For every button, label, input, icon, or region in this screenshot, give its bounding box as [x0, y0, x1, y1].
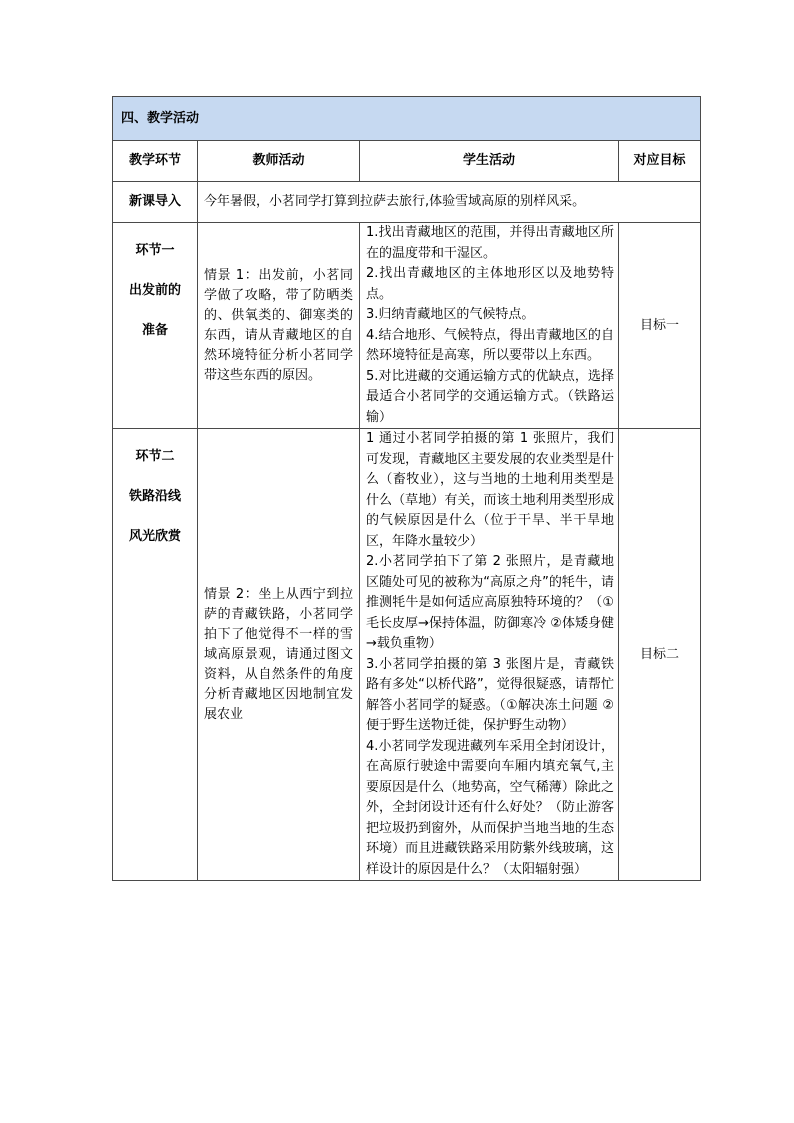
header-goal: 对应目标: [619, 141, 701, 182]
intro-label: 新课导入: [113, 182, 198, 223]
stage-line: 风光欣赏: [128, 529, 181, 544]
teacher-activity: 情景 1：出发前，小茗同学做了攻略，带了防晒类的、供氧类的、御寒类的东西，请从青藏地区的自然环境特征分析小茗同学带这些东西的原因。: [198, 223, 360, 429]
stage-line: 环节一: [135, 243, 175, 258]
student-item: 1 通过小茗同学拍摄的第 1 张照片，我们可发现，青藏地区主要发展的农业类型是什么（畜牧业），这与当地的土地利用类型是什么（草地）有关，而该土地利用类型形成的气候原因是什么（位于干旱、半干旱地区，年降水量较少）: [366, 431, 614, 549]
stage-cell: [113, 429, 198, 881]
intro-text: 今年暑假，小茗同学打算到拉萨去旅行,体验雪域高原的别样风采。: [198, 182, 701, 223]
stage-cell: [113, 223, 198, 429]
student-item: 4.小茗同学发现进藏列车采用全封闭设计，在高原行驶途中需要向车厢内填充氧气,主要原因是什么（地势高，空气稀薄）除此之外，全封闭设计还有什么好处？（防止游客把垃圾扔到窗外，从而保护当地当地的生态环境）而且进藏铁路采用防紫外线玻璃，这样设计的原因是什么？（太阳辐射强）: [366, 738, 614, 877]
student-activity: [360, 223, 619, 429]
student-item: 3.小茗同学拍摄的第 3 张图片是，青藏铁路有多处“以桥代路”，觉得很疑惑，请帮忙解答小茗同学的疑惑。（①解决冻土问题 ②便于野生送物迁徙，保护野生动物）: [366, 656, 614, 733]
teaching-activity-table: [112, 96, 701, 881]
stage-line: 铁路沿线: [128, 489, 181, 504]
student-item: 2.找出青藏地区的主体地形区以及地势特点。: [366, 266, 614, 302]
student-item: 2.小茗同学拍下了第 2 张照片，是青藏地区随处可见的被称为“高原之舟”的牦牛，请推测牦牛是如何适应高原独特环境的？（①毛长皮厚→保持体温，防御寒冷 ②体矮身健→载负重物）: [366, 554, 614, 651]
table-row: [113, 223, 701, 429]
table-row: [113, 429, 701, 881]
header-stage: 教学环节: [113, 141, 198, 182]
goal-cell: 目标二: [619, 429, 701, 881]
student-activity: [360, 429, 619, 881]
student-item: 3.归纳青藏地区的气候特点。: [366, 307, 535, 322]
intro-row: [113, 182, 701, 223]
section-title: 四、教学活动: [113, 97, 701, 141]
goal-cell: 目标一: [619, 223, 701, 429]
student-item: 4.结合地形、气候特点，得出青藏地区的自然环境特征是高寒，所以要带以上东西。: [366, 327, 614, 363]
teacher-activity: 情景 2：坐上从西宁到拉萨的青藏铁路，小茗同学拍下了他觉得不一样的雪域高原景观，请通过图文资料，从自然条件的角度分析青藏地区因地制宜发展农业: [198, 429, 360, 881]
student-item: 1.找出青藏地区的范围，并得出青藏地区所在的温度带和干湿区。: [366, 225, 614, 261]
stage-line: 出发前的: [128, 283, 181, 298]
stage-line: 准备: [141, 323, 168, 338]
header-student: 学生活动: [360, 141, 619, 182]
stage-line: 环节二: [135, 449, 175, 464]
header-row: [113, 141, 701, 182]
header-teacher: 教师活动: [198, 141, 360, 182]
student-item: 5.对比进藏的交通运输方式的优缺点，选择最适合小茗同学的交通运输方式。（铁路运输）: [366, 368, 614, 425]
